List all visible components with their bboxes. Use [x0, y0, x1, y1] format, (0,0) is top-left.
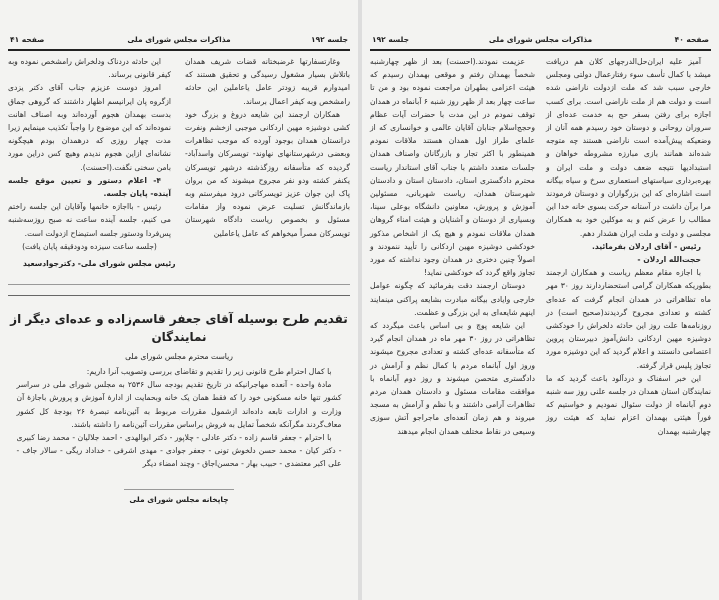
printer-footer: چاپخانه مجلس شورای ملی	[124, 489, 234, 506]
closing-note: (جلسه ساعت سیزده ودودقیقه پایان یافت)	[22, 241, 157, 251]
divider	[8, 295, 350, 296]
paragraph: این خبر اسفناک و دردآلود باعث گردید که ما نمایندگان استان همدان در جلسه علنی روز سه شنبه دوم آبانماه از دولت سئوال نمودیم و خواستیم که فوراً هیئتی بهمدان اعزام نماید که هیئت روز چهارشنبه بهمدان	[546, 373, 711, 436]
right-page	[362, 0, 719, 600]
column-right	[185, 55, 350, 240]
closing-remarks: رئیس - بااجازه خانمها وآقایان این جلسه راختم می کنیم، جلسه آینده ساعت نه صبح روزسه‌شنبه پس‌فردا ودستور جلسه استیضاح ازدولت است.	[8, 202, 171, 238]
column-left	[370, 55, 535, 438]
paragraph: امروز دوست عزیزم جناب آقای دکتر یزدی ازگروه پان ایرانیسم اظهار داشتند که گروهی جماق بدست بهمدان هجوم آورده‌اند وبه اصناف اهانت نموده‌اند که این موضوع را واجباً تکذیب مینمایم زیرا مدت چهار روزی که درهمدان بودم هیچگونه نشانه‌ای ازاین هجوم ندیدم وهیچ کس دراین مورد بامن سخنی نگفت.(احسنت).	[8, 83, 171, 172]
signature: رئیس مجلس شورای ملی- دکترجوادسعید	[23, 259, 176, 269]
bill-text	[17, 365, 342, 471]
section-title: تقدیم طرح بوسیله آقای جعفر قاسم‌زاده و عده‌ای دیگر از نمایندگان	[10, 312, 348, 345]
publication-title: مذاکرات مجلس شورای ملی	[127, 35, 231, 44]
page-header	[8, 32, 350, 48]
paragraph: آمیز علیه ایران‌حل‌الدرجهای کلان هم دریافت میشد با کمال تأسف سوء رفتارعمال دولتی ومجلس خارجی سبب شد که ملت ازدولت ناراضی شده است و دولت هم از ملت ناراضی است. برای کسب اجازه برای رفتن بسفر حج به خدمت عده‌ای از سروران روحانی و دوستان خود رسیدم همه آنان از وضعیکه پیش‌آمده است ناراضی هستند چه متوجه شده‌اند همانند بازی مبارزه مشروطه خواهان و استبدادیها نتیجه ضعف دولت و ملت ایران و بهره‌برداری سیاستهای استعماری سرخ و سیاه بیگانه است اشاره‌ای که این بزرگواران و دوستان فرمودند مرا برآن داشت در آستانه حرکت بسوی خانه خدا این مطالب را عرض کنم و به موکلین خود به همکاران مجلسی و دولت و ملت ایران هشدار دهم.	[546, 57, 711, 238]
left-page	[0, 0, 358, 600]
bill-signers: با احترام - جعفر قاسم زاده - دکتر عادلی - چلاپور - دکتر ابوالهدی - احمد جلالیان - محمد رضا کبیری - دکتر کیان - محمد حسن دلخوش تونی - جعفر جوادی - مهدی اشرفی - خداداد ریگی - سالار جاف - علی اکبر معتضدی - حبیب بهار - محسن‌اجاق - وچند امضاء دیگر	[16, 433, 342, 469]
columns	[370, 55, 711, 438]
paragraph: دوستان ارجمند دقت بفرمائید که چگونه عوامل خارجی وایادی بیگانه مبادرت بشایعه پراکنی مینمایند اینهم شایعه‌ای به این بزرگی و عظمت.	[370, 281, 535, 317]
paragraph: این شایعه پوچ و بی اساس باعث میگردد که تظاهراتی در روز ۳۰ مهر ماه در همدان انجام گیرد که متأسفانه عده‌ای کشته و تعدادی مجروح میشوند وروز اول آبانماه مردم با کمال نظم و آرامش در دادگستری متحصن میشوند و روز دوم آبانماه با موافقت مقامات مسئول و دادستان همدان مردم تظاهرات آرامی داشتند و با نظم و آرامش به مسجد میروند و هم زمان آنعده‌ای ماجراجو آتش سوزی وسیعی در نقاط مختلف همدان انجام میدهند	[370, 321, 535, 436]
session-number: جلسه ۱۹۲	[311, 35, 348, 44]
paragraph: این حادثه دردناک ودلخراش رامشخص نموده وبه کیفر قانونی برساند.	[8, 57, 171, 80]
session-number: جلسه ۱۹۲	[372, 35, 409, 44]
paragraph: عزیمت نمودند.(احسنت) بعد از ظهر چهارشنبه شخصاً بهمدان رفتم و موقعی بهمدان رسیدم که هیئت اعزامی بطهران مراجعت نموده بود و من تا ساعت چهار بعد از ظهر روز شنبه ۶ آبانماه در همدان توقف نمودم در این مدت با حضرات آیات عظام وحجج‌اسلام جنابان آقایان عالمی و خوانساری که از علمای طراز اول همدان هستند ملاقات نمودم همینطور با اکثر تجار و بازرگانان واصناف همدان جلسات متعدد داشتم با جناب آقای استاندار ریاست محترم دادگستری استان، دادستان استان و دادستان شهرستان همدان، ریاست شهربانی، مسئولین آموزش و پرورش، معاونین دانشگاه بوعلی سینا، وبسیاری از دوستان و آشنایان و هیئت امناء گروهان همدان ملاقات نمودم و هیچ یک از اشخاص مذکور خودکشی دوشیزه مهین اردکانی را تأیید ننمودند و اصولاً چنین دختری در همدان وجود نداشته که مورد تجاوز واقع گردد که خودکشی نماید!	[370, 57, 535, 278]
header-rule	[8, 49, 350, 51]
salutation: ریاست محترم مجلس شورای ملی	[125, 352, 233, 362]
publication-title: مذاکرات مجلس شورای ملی	[488, 35, 593, 44]
columns	[8, 55, 350, 253]
agenda-heading: ۴- اعلام دستور و تعیین موقع جلسه آینده- پایان جلسه.	[8, 175, 171, 199]
column-right	[546, 55, 711, 438]
divider	[8, 284, 350, 285]
paragraph: با اجازه مقام معظم ریاست و همکاران ارجمند بطوریکه همکاران گرامی استحضاردارند روز ۳۰ مهر ماه تظاهراتی در همدان انجام گرفت که عده‌ای کشته و تعدادی مجروح گردیدند(صحیح است) در روزنامه‌ها علت روز این حادثه دلخراش را خودکشی دوشیزه مهین اردکانی دانش‌آموز دبیرستان پروین اعتصامی دانستند و اعلام گردید که این دوشیزه مورد تجاوز پلیس قرار گرفته.	[546, 268, 711, 370]
page-number: صفحه ۴۱	[10, 35, 45, 44]
page-header	[370, 32, 711, 48]
speaker-name: حجت‌الله اردلان -	[637, 255, 701, 265]
bill-article: مادهٔ واحده - آنعده مهاجرانیکه در تاریخ تقدیم بودجه سال ۲۵۳۶ به مجلس شورای ملی در سراسر کشور تنها خانه مسکونی خود را که فقط همان یک خانه وبحمایت از ادارهٔ آموزش و پرورش باجازهٔ آن وزارت و ادارات تابعه داده‌اند ازشمول مقررات مربوط به آئین‌نامه تبصرهٔ ۲۶ بودجهٔ کل کشور معاف‌گردند مگرآنکه شخصاً تمایل به فروش براساس مقررات آئین‌نامه را داشته باشند.	[16, 380, 342, 429]
header-rule	[370, 49, 711, 51]
paragraph: وغارتسفارتها غرضبختانه قضات شریف همدان باتلاش بسیار مشغول رسیدگی و تحقیق هستند که امیدوارم قریبه زودتر عامل یاعاملین این حادثه رامشخص وبه کیفر اعمال برساند.	[185, 57, 350, 106]
column-left	[8, 55, 171, 253]
speaker-call: رئیس - آقای اردلان بفرمائید.	[592, 241, 701, 251]
page-number: صفحه ۴۰	[674, 35, 709, 44]
bill-intro: با کمال احترام طرح قانونی زیر را تقدیم و تقاضای بررسی وتصویب آنرا داریم:	[86, 367, 332, 377]
paragraph: همکاران ارجمند این شایعه دروغ و بزرگ خود کشی دوشیزه مهین اردکانی موجبی ازخشم ونفرت درانستان همدان بوجود آورده که موجب تظاهرات وبعضی درشهرستانهای نهاوند- تویسرکان واسدآباد- گردیده که متأسفانه روزگذشته درشهر تویسرکان یکنفر کشته ودو نفر مجروح میشوند که من بروان پاک این جوان عزیز تویسرکانی درود میفرستم وبه بازماندگانش تسلیت عرض نموده واز مقامات مسئول و بخصوص ریاست دادگاه شهرستان تویسرکان مصراً میخواهم که عامل یاعاملین	[185, 109, 350, 238]
